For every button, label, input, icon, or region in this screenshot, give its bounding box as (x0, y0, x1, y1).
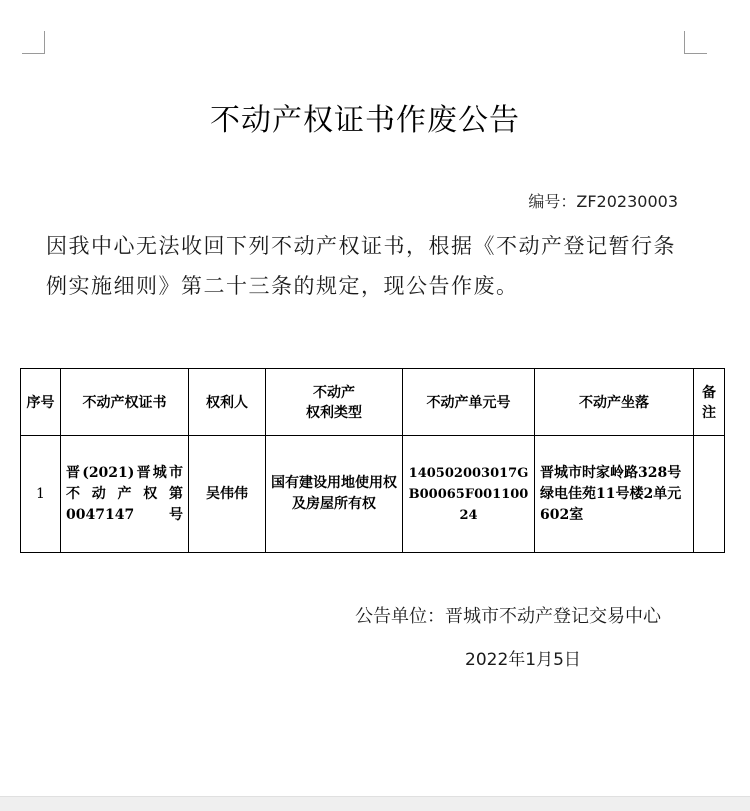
cell-owner: 吴伟伟 (189, 436, 266, 553)
table-header-row (21, 369, 725, 436)
publish-date: 2022年1月5日 (465, 650, 581, 670)
cell-location: 晋城市时家岭路328号绿电佳苑11号楼2单元602室 (535, 436, 694, 553)
crop-mark-top-right (684, 31, 707, 54)
header-seq: 序号 (21, 369, 61, 436)
cell-unit-no: 140502003017GB00065F00110024 (403, 436, 535, 553)
cell-right-type: 国有建设用地使用权及房屋所有权 (266, 436, 403, 553)
document-number: 编号：ZF20230003 (528, 192, 678, 211)
publisher-line: 公告单位：晋城市不动产登记交易中心 (355, 606, 661, 627)
header-owner: 权利人 (189, 369, 266, 436)
cell-certificate: 晋(2021)晋城市不动产权第0047147号 (61, 436, 189, 553)
crop-mark-top-left (22, 31, 45, 54)
viewer-bottom-bar (0, 796, 750, 811)
certificate-table (20, 368, 725, 553)
cell-remark (694, 436, 725, 553)
document-title: 不动产权证书作废公告 (210, 103, 520, 138)
header-right-type-line1: 不动产 (313, 385, 355, 401)
header-unit-no: 不动产单元号 (403, 369, 535, 436)
cell-seq: 1 (21, 436, 61, 553)
notice-body: 因我中心无法收回下列不动产权证书，根据《不动产登记暂行条例实施细则》第二十三条的规定，现公告作废。 (46, 234, 676, 298)
header-location: 不动产坐落 (535, 369, 694, 436)
header-right-type (266, 369, 403, 436)
table-row (21, 436, 725, 553)
header-remark: 备注 (694, 369, 725, 436)
header-right-type-line2: 权利类型 (306, 405, 362, 421)
header-certificate: 不动产权证书 (61, 369, 189, 436)
